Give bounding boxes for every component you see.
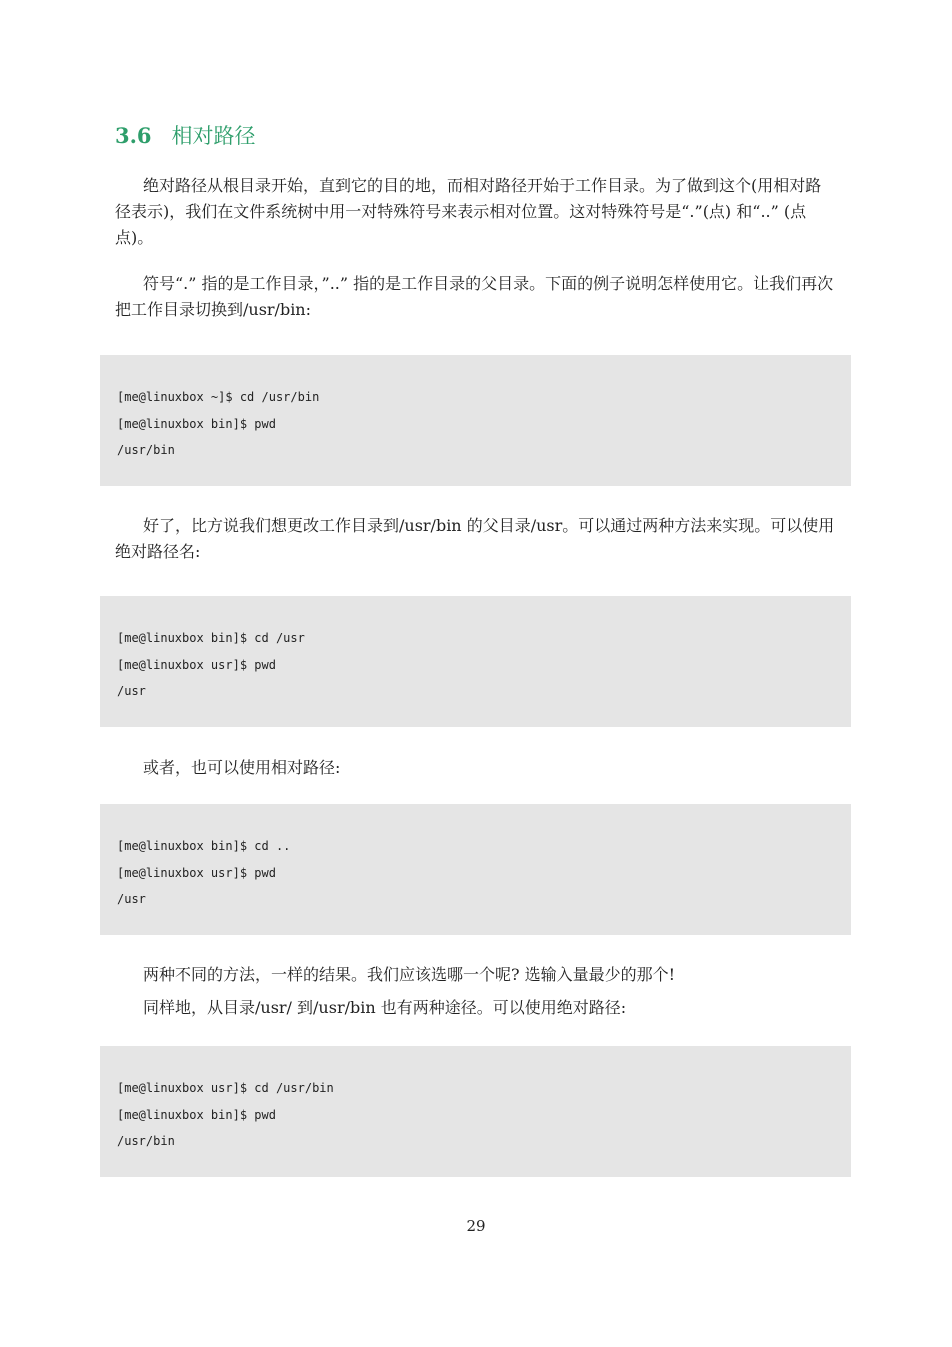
- section-heading: [115, 120, 256, 152]
- paragraph-text: 两种不同的方法，一样的结果。我们应该选哪一个呢? 选输入量最少的那个!: [143, 965, 676, 984]
- code-line: [me@linuxbox usr]$ pwd: [117, 865, 276, 880]
- section-number: 3.6: [115, 123, 152, 148]
- code-line: /usr: [117, 892, 146, 906]
- page-number: 29: [466, 1217, 486, 1235]
- paragraph-text: 好了，比方说我们想更改工作目录到/usr/bin 的父目录/usr。可以通过两种方法来实现。可以使用绝对路径名:: [115, 516, 835, 561]
- paragraph-text: 符号“.” 指的是工作目录，”..” 指的是工作目录的父目录。下面的例子说明怎样使用它。让我们再次把工作目录切换到/usr/bin:: [115, 274, 834, 319]
- code-block: [100, 804, 851, 935]
- code-line: [me@linuxbox bin]$ cd ..: [117, 839, 291, 853]
- paragraph: [115, 962, 837, 988]
- paragraph-text: 或者，也可以使用相对路径:: [143, 758, 341, 777]
- paragraph-text: 同样地，从目录/usr/ 到/usr/bin 也有两种途径。可以使用绝对路径:: [143, 998, 627, 1017]
- paragraph: [115, 755, 837, 781]
- code-line: [me@linuxbox bin]$ pwd: [117, 1107, 276, 1122]
- paragraph: [115, 995, 837, 1021]
- code-block: [100, 355, 851, 486]
- paragraph: [115, 271, 837, 323]
- code-line: /usr/bin: [117, 443, 175, 457]
- code-line: [me@linuxbox ~]$ cd /usr/bin: [117, 390, 320, 404]
- code-line: [me@linuxbox usr]$ pwd: [117, 657, 276, 672]
- code-line: /usr: [117, 684, 146, 698]
- code-line: [me@linuxbox bin]$ cd /usr: [117, 631, 305, 645]
- paragraph: [115, 173, 837, 251]
- code-line: [me@linuxbox usr]$ cd /usr/bin: [117, 1081, 334, 1095]
- paragraph: [115, 513, 837, 565]
- section-title: 相对路径: [171, 124, 256, 148]
- code-line: [me@linuxbox bin]$ pwd: [117, 416, 276, 431]
- paragraph-text: 绝对路径从根目录开始，直到它的目的地，而相对路径开始于工作目录。为了做到这个(用相对路径表示)，我们在文件系统树中用一对特殊符号来表示相对位置。这对特殊符号是“.”(点) 和“..” (点点)。: [115, 176, 822, 247]
- code-line: /usr/bin: [117, 1134, 175, 1148]
- code-block: [100, 596, 851, 727]
- code-block: [100, 1046, 851, 1177]
